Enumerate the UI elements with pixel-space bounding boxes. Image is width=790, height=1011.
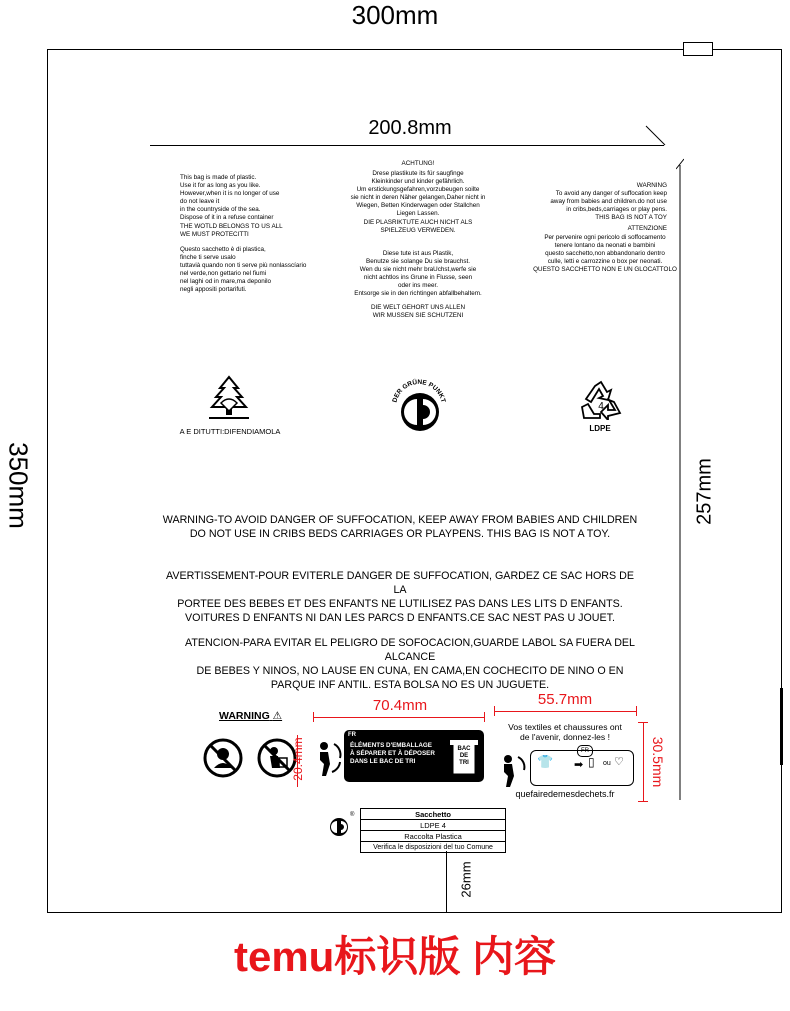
- sacchetto-row-title: Sacchetto: [361, 809, 506, 820]
- container-icon: ▯: [588, 755, 595, 769]
- warning-label: [219, 710, 282, 722]
- warning-spanish: ATENCION-PARA EVITAR EL PELIGRO DE SOFOCACION,GUARDE LABOL SA FUERA DEL ALCANCE DE BEBES Y NINOS, NO LAUSE EN CUNA, EN CAMA,EN COCHECITO DE NINO O EN PARQUE INF ANTIL. ESTA BOLSA NO ES UN JUGUETE.: [185, 637, 635, 691]
- right-attention-notice: Per pervenire ogni pericolo di soffocamento tenere lontano da neonati e bambini questo sacchetto,non abbandonario dentro culle, letti e carrozzine o box per neonati. QUESTO SACCHETTO NON E UN GLOCATTOLO: [533, 234, 677, 274]
- right-warning-title: WARNING: [636, 182, 667, 189]
- edge-marker: [780, 688, 783, 765]
- heart-hand-icon: ♡: [614, 756, 624, 768]
- info-width-dimension: 55.7mm: [537, 691, 593, 708]
- sacchetto-row-verify: Verifica le disposizioni del tuo Comune: [361, 842, 506, 853]
- tshirt-icon: 👕: [537, 754, 554, 769]
- german-title: ACHTUNG!: [401, 160, 435, 167]
- fr-badge: FR: [348, 732, 356, 738]
- bottom-gap-line: [446, 851, 447, 913]
- no-baby-icon: [203, 738, 243, 778]
- italian-notice: Questo sacchetto è di plastica, finche ti serve usalo tuttavià quando non ti serve più nonlasscíario nel verde,non gettario nel fiumi nel laghi od in mare,ma deponilo negli appositi portarifuti.: [180, 246, 307, 294]
- triman-width-line: [313, 717, 485, 718]
- height-dimension: 350mm: [3, 442, 34, 529]
- recycle-caption: LDPE: [589, 424, 611, 433]
- print-width-line: [150, 145, 664, 146]
- print-width-tick: [645, 125, 667, 147]
- registered-mark: ®: [350, 812, 355, 818]
- green-dot-small-icon: [329, 817, 349, 837]
- triman-width-dimension: 70.4mm: [372, 697, 428, 714]
- tree-icon: [205, 375, 253, 421]
- info-height-tick-bottom: [638, 801, 648, 802]
- info-ou: ou: [603, 760, 611, 767]
- triman-width-tick-right: [484, 712, 485, 722]
- tree-caption: A E DITUTTI:DIFENDIAMOLA: [179, 427, 281, 436]
- warning-label-text: WARNING: [219, 710, 270, 722]
- info-width-tick-left: [494, 706, 495, 716]
- bin-label: BAC DE TRI: [457, 746, 471, 766]
- warning-english: WARNING-TO AVOID DANGER OF SUFFOCATION, KEEP AWAY FROM BABIES AND CHILDREN DO NOT USE IN CRIBS BEDS CARRIAGES OR PLAYPENS. THIS BAG IS NOT A TOY.: [162, 514, 638, 540]
- warning-triangle-icon: ⚠: [272, 710, 283, 722]
- print-height-dimension: 257mm: [693, 458, 716, 525]
- info-width-tick-right: [636, 706, 637, 716]
- arrow-right-icon: ➡: [574, 759, 584, 771]
- info-height-tick-top: [638, 722, 648, 723]
- info-width-line: [494, 711, 636, 712]
- german-notice-3: DIE WELT GEHORT UNS ALLEN WIR MUSSEN SIE SCHUTZENI: [370, 304, 465, 320]
- textile-fr-badge: FR: [577, 745, 593, 757]
- svg-text:4: 4: [598, 401, 604, 412]
- footer-title: temu标识版 内容: [233, 933, 556, 980]
- info-height-line: [643, 722, 644, 802]
- info-height-dimension: 30.5mm: [650, 736, 666, 788]
- bottom-gap-dimension: 26mm: [458, 861, 474, 898]
- svg-text:DER GRÜNE PUNKT: DER GRÜNE PUNKT: [391, 378, 447, 404]
- hang-tab: [683, 42, 713, 56]
- print-width-dimension: 200.8mm: [368, 117, 452, 139]
- right-attention-title: ATTENZIONE: [627, 225, 667, 232]
- right-warning-notice: To avoid any danger of suffocation keep away from babies and children.do not use in cribs,beds,carriages or play pens. THIS BAG IS NOT A TOY: [550, 190, 667, 222]
- triman-info-box: [344, 730, 484, 782]
- triman-width-tick-left: [313, 712, 314, 722]
- sacchetto-table: [360, 808, 506, 853]
- width-dimension: 300mm: [351, 0, 439, 30]
- sacchetto-row-material: LDPE 4: [361, 820, 506, 831]
- info-url: quefairedemesdechets.fr: [515, 789, 615, 799]
- textile-info-text: Vos textiles et chaussures ont de l'avenir, donnez-les !: [508, 722, 622, 742]
- german-notice-1: Drese plastikute its für saugfinge Kleinkinder und kinder gefährlich. Um erstickungsgefahren,vorzubeugen soilte sie nicht in deren Näher gelangen,Daher nicht in Wiegen, Betten Kinderwagen oder Stallchen Liegen Lassen. DIE PLASRIKTUTE AUCH NICHT ALS SPIELZEUG VERWEDEN.: [350, 170, 486, 234]
- warning-french: AVERTISSEMENT-POUR EVITERLE DANGER DE SUFFOCATION, GARDEZ CE SAC HORS DE LA PORTEE DES BEBES ET DES ENFANTS NE LUTILISEZ PAS DANS LES LITS D ENFANTS. VOITURES D ENFANTS NI DAN LES PARCS D ENFANTS.CE SAC NEST PAS U JOUET.: [166, 570, 634, 624]
- green-dot-icon: [400, 392, 440, 432]
- triman-text: ÉLÉMENTS D'EMBALLAGE À SÉPARER ET À DÉPOSER DANS LE BAC DE TRI: [350, 742, 435, 765]
- english-notice: This bag is made of plastic. Use it for as long as you like. However,when it is no longer of use do not leave it in the countryside of the sea. Dispose of it in a refuse container THE WOTLD BELONGS TO US ALL WE MUST PROTECITTI: [180, 174, 283, 238]
- recycle-icon: [578, 380, 624, 420]
- triman-small-icon: [496, 752, 528, 788]
- triman-icon: [310, 738, 346, 778]
- sacchetto-row-collection: Raccolta Plastica: [361, 831, 506, 842]
- pictogram-height-dimension: 20.4mm: [291, 737, 305, 781]
- german-notice-2: Diese tute ist aus Plastik, Benutze sie solange Du sie brauchst. Wen du sie nicht mehr braUchst,werfe sie nicht achtlos ins Grune in Flusse, seen oder ins meer. Entsorge sie in den richtingen abfallbehaltem.: [354, 250, 482, 298]
